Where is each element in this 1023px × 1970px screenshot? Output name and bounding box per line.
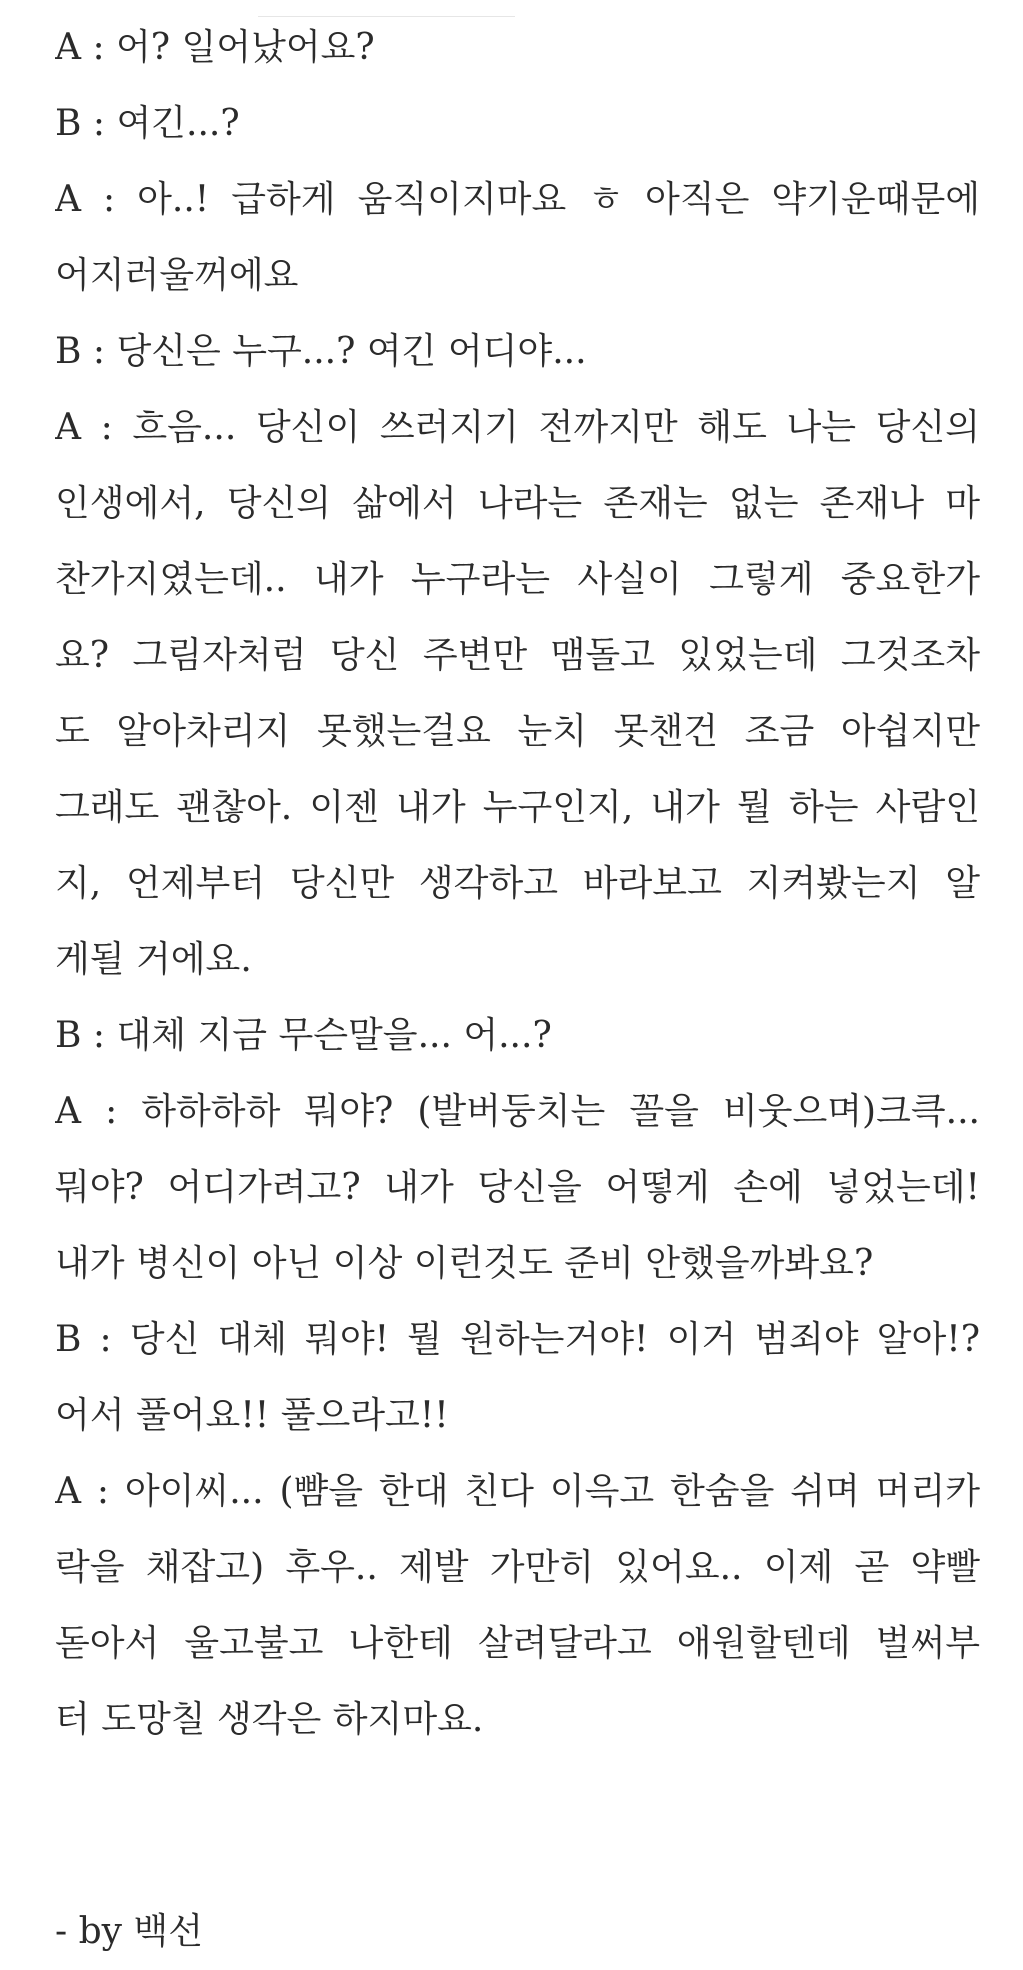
dialogue-line: 어서 풀어요!! 풀으라고!!	[55, 1395, 449, 1436]
dialogue-line: 어지러울꺼에요	[55, 255, 299, 296]
author-signature: - by 백선	[55, 1911, 203, 1952]
dialogue-line: B : 여긴...?	[55, 103, 240, 144]
dialogue-line: A : 아이씨... (뺨을 한대 친다 이윽고 한숨을 쉬며 머리카	[55, 1471, 980, 1512]
dialogue-line: B : 당신 대체 뭐야! 뭘 원하는거야! 이거 범죄야 알아!?	[55, 1319, 980, 1360]
spacer	[55, 1758, 980, 1894]
dialogue-line: 도 알아차리지 못했는걸요 눈치 못챈건 조금 아쉽지만	[55, 711, 980, 752]
dialogue-line: 내가 병신이 아닌 이상 이런것도 준비 안했을까봐요?	[55, 1243, 874, 1284]
dialogue-line: 게될 거에요.	[55, 939, 252, 980]
dialogue-line: 요? 그림자처럼 당신 주변만 맴돌고 있었는데 그것조차	[55, 635, 980, 676]
dialogue-line: A : 흐음... 당신이 쓰러지기 전까지만 해도 나는 당신의	[55, 407, 980, 448]
dialogue-line: 찬가지였는데.. 내가 누구라는 사실이 그렇게 중요한가	[55, 559, 980, 600]
dialogue-line: A : 아..! 급하게 움직이지마요 ㅎ 아직은 약기운때문에	[55, 179, 980, 220]
dialogue-line: 지, 언제부터 당신만 생각하고 바라보고 지켜봤는지 알	[55, 863, 980, 904]
dialogue-line: A : 하하하하 뭐야? (발버둥치는 꼴을 비웃으며)크큭...	[55, 1091, 980, 1132]
dialogue-article	[55, 10, 980, 1970]
dialogue-line: 돋아서 울고불고 나한테 살려달라고 애원할텐데 벌써부	[55, 1623, 980, 1664]
dialogue-line: 인생에서, 당신의 삶에서 나라는 존재는 없는 존재나 마	[55, 483, 980, 524]
dialogue-line: 그래도 괜찮아. 이젠 내가 누구인지, 내가 뭘 하는 사람인	[55, 787, 980, 828]
dialogue-line: 락을 채잡고) 후우.. 제발 가만히 있어요.. 이제 곧 약빨	[55, 1547, 980, 1588]
dialogue-line: A : 어? 일어났어요?	[55, 27, 375, 68]
dialogue-line: 뭐야? 어디가려고? 내가 당신을 어떻게 손에 넣었는데!	[55, 1167, 980, 1208]
dialogue-line: B : 당신은 누구...? 여긴 어디야...	[55, 331, 587, 372]
dialogue-line: 터 도망칠 생각은 하지마요.	[55, 1699, 484, 1740]
dialogue-line: B : 대체 지금 무슨말을... 어...?	[55, 1015, 552, 1056]
